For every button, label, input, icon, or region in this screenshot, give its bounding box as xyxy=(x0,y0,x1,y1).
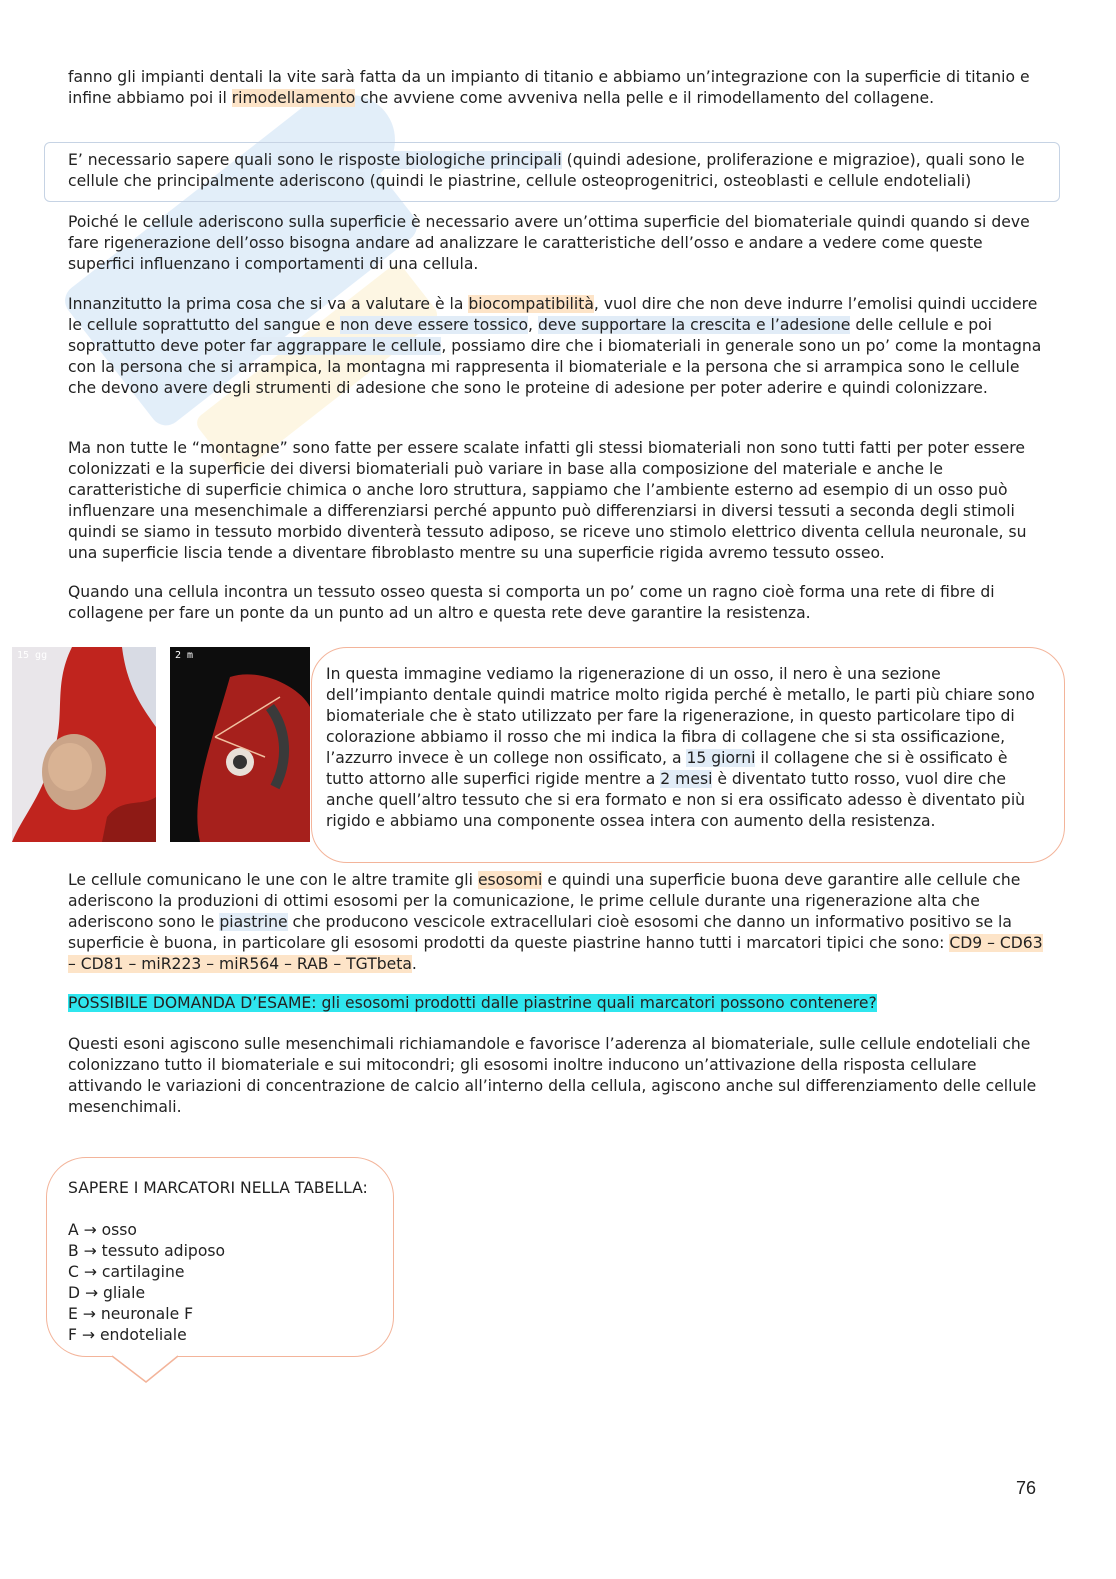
callout-text: In questa immagine vediamo la rigenerazione di un osso, il nero è una sezione dell’impianto dentale quindi matrice molto rigida perché è metallo, le parti più chiare sono biomateriale che è stato utilizzato per fare la rigenerazione, in questo particolare tipo di colorazione abbiamo il rosso che mi indica la fibra di collagene che si sta ossificazione, l’azzurro invece è un college non ossificato, a 15 giorni il collagene che si è ossificato è tutto attorno alle superfici rigide mentre a 2 mesi è diventato tutto rosso, vuol dire che anche quell’altro tessuto che si era formato e non si era ossificato adesso è diventato più rigido e abbiamo una componente ossea intera con aumento della resistenza. xyxy=(326,665,1035,830)
bubble-text xyxy=(68,1178,388,1346)
bubble-tail-icon xyxy=(110,1355,180,1385)
marker-item: C → cartilagine xyxy=(68,1263,185,1281)
marker-item: B → tessuto adiposo xyxy=(68,1242,226,1260)
marker-item: F → endoteliale xyxy=(68,1326,187,1344)
image-label-2m: 2 m xyxy=(175,650,194,661)
paragraph-4: Innanzitutto la prima cosa che si va a valutare è la biocompatibilità, vuol dire che non deve indurre l’emolisi quindi uccidere le cellule soprattutto del sangue e non deve essere tossico, deve supportare la crescita e l’adesione delle cellule e poi soprattutto deve poter far aggrappare le cellule, possiamo dire che i biomateriali in generale sono un po’ come la montagna con la persona che si arrampica, la montagna mi rappresenta il biomateriale e la persona che si arrampica sono le cellule che devono avere degli strumenti di adesione che sono le proteine di adesione per poter aderire e quindi colonizzare. xyxy=(68,295,1042,397)
paragraph-7: Le cellule comunicano le une con le altre tramite gli esosomi e quindi una superficie buona deve garantire alle cellule che aderiscono la produzioni di ottimi esosomi per la comunicazione, le prime cellule durante una rigenerazione alta che aderiscono sono le piastrine che producono vescicole extracellulari cioè esosomi che danno un informativo positivo se la superficie è buona, in particolare gli esosomi prodotti da queste piastrine hanno tutti i marcatori tipici che sono: CD9 – CD63 – CD81 – miR223 – miR564 – RAB – TGTbeta. xyxy=(68,871,1043,973)
histology-image-2-months xyxy=(170,647,310,842)
paragraph-1: fanno gli impianti dentali la vite sarà fatta da un impianto di titanio e abbiamo un’integrazione con la superficie di titanio e infine abbiamo poi il rimodellamento che avviene come avveniva nella pelle e il rimodellamento del collagene. xyxy=(68,68,1030,107)
marker-item: E → neuronale F xyxy=(68,1305,194,1323)
marker-item: A → osso xyxy=(68,1221,137,1239)
marker-item: D → gliale xyxy=(68,1284,146,1302)
paragraph-3: Poiché le cellule aderiscono sulla superficie è necessario avere un’ottima superficie del biomateriale quindi quando si deve fare rigenerazione dell’osso bisogna andare ad analizzare le caratteristiche dell’osso e andare a vedere come queste superfici influenzano i comportamenti di una cellula. xyxy=(68,213,1030,273)
paragraph-6: Quando una cellula incontra un tessuto osseo questa si comporta un po’ come un ragno cioè forma una rete di fibre di collagene per fare un ponte da un punto ad un altro e questa rete deve garantire la resistenza. xyxy=(68,583,995,622)
bubble-title: SAPERE I MARCATORI NELLA TABELLA: xyxy=(68,1179,368,1197)
histology-image-15-days xyxy=(12,647,156,842)
exam-question: POSSIBILE DOMANDA D’ESAME: gli esosomi prodotti dalle piastrine quali marcatori possono contenere? xyxy=(68,994,877,1012)
page-number: 76 xyxy=(1016,1478,1037,1498)
paragraph-2: E’ necessario sapere quali sono le risposte biologiche principali (quindi adesione, proliferazione e migrazioe), quali sono le cellule che principalmente aderiscono (quindi le piastrine, cellule osteoprogenitrici, osteoblasti e cellule endoteliali) xyxy=(68,151,1025,190)
paragraph-5: Ma non tutte le “montagne” sono fatte per essere scalate infatti gli stessi biomateriali non sono tutti fatti per poter essere colonizzati e la superficie dei diversi biomateriali può variare in base alla composizione del materiale e anche le caratteristiche di superficie chimica o anche loro struttura, sappiamo che l’ambiente esterno ad esempio di un osso può influenzare una mesenchimale a differenziarsi perché appunto può differenziarsi in diversi tessuti a seconda degli stimoli quindi se siamo in tessuto morbido diventerà tessuto adiposo, se riceve uno stimolo elettrico diventa cellula neuronale, su una superficie liscia tende a diventare fibroblasto mentre su una superficie rigida avremo tessuto osseo. xyxy=(68,439,1027,562)
highlight-rimodellamento: rimodellamento xyxy=(231,89,356,107)
image-label-15gg: 15 gg xyxy=(17,650,48,661)
paragraph-8: Questi esoni agiscono sulle mesenchimali richiamandole e favorisce l’aderenza al biomateriale, sulle cellule endoteliali che colonizzano tutto il biomateriale e sui mitocondri; gli esosomi inoltre inducono un’attivazione della risposta cellulare attivando le variazioni di concentrazione de calcio all’interno della cellula, agiscono anche sul differenziamento delle cellule mesenchimali. xyxy=(68,1035,1037,1116)
